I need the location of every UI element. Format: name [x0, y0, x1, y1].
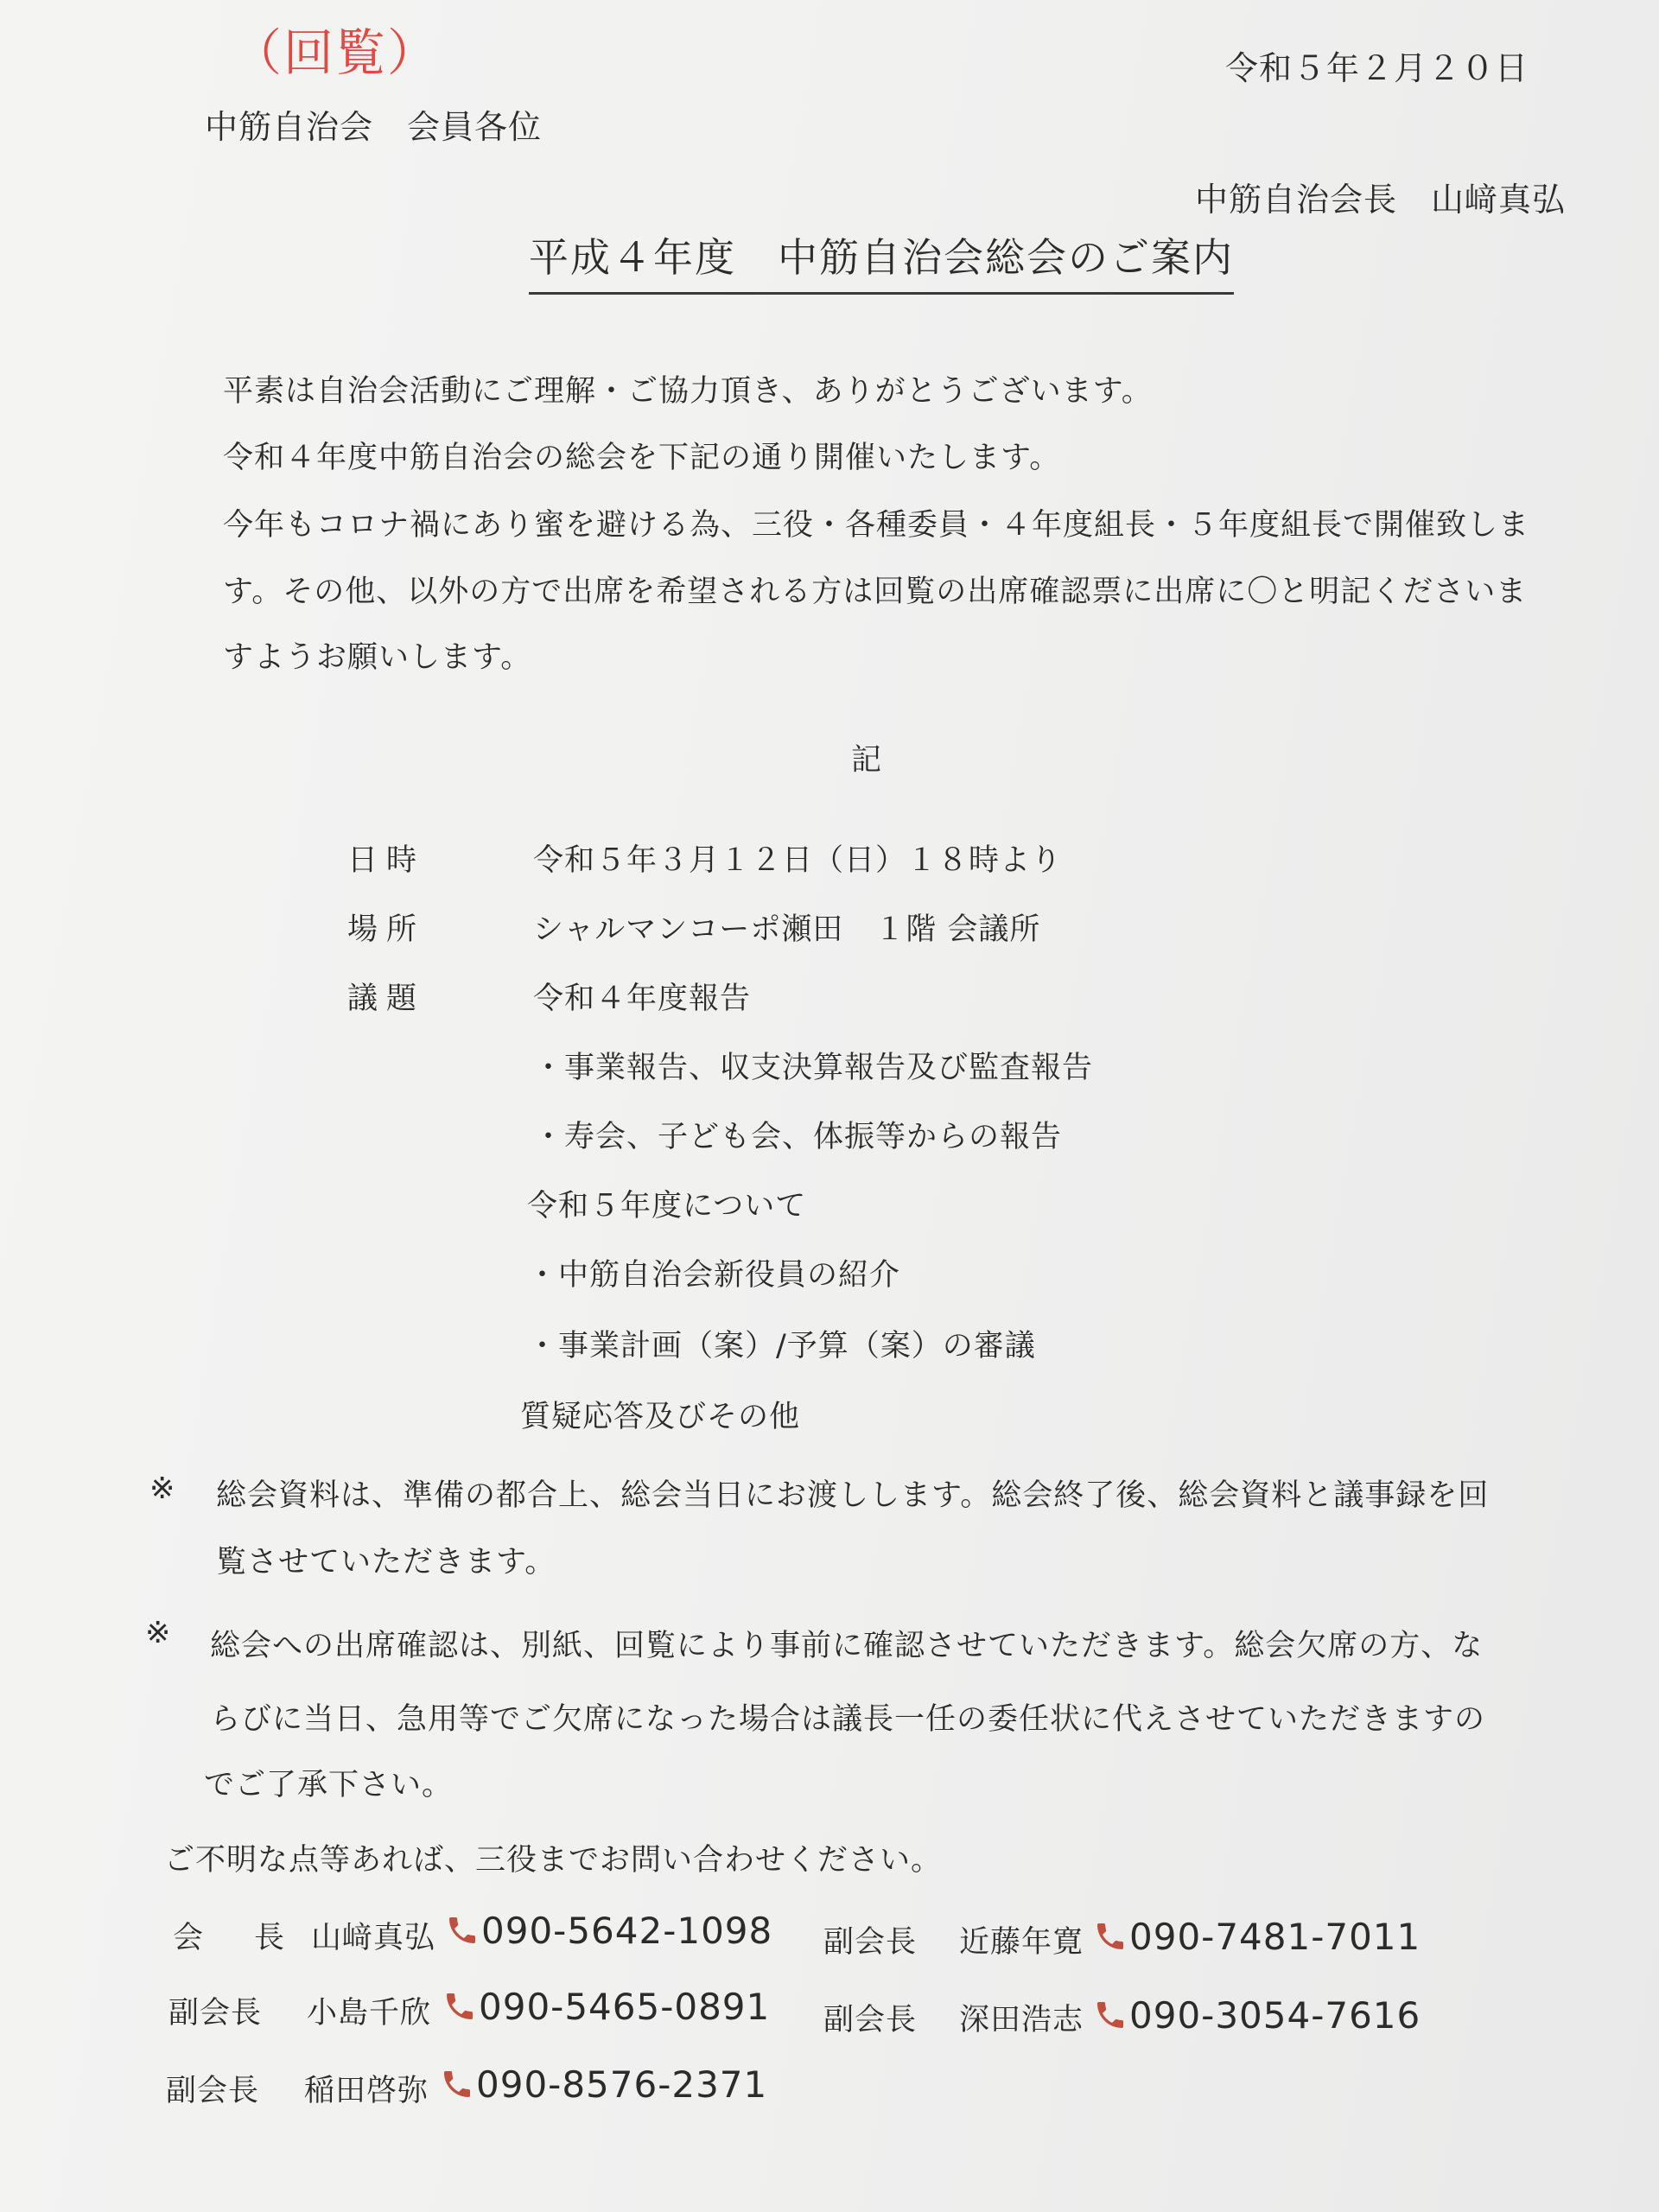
contact-name: 近藤年寛 [959, 1925, 1084, 1960]
contact-phone [443, 1910, 772, 1952]
phone-icon [1093, 1919, 1128, 1954]
agenda-label: 議題 [347, 982, 426, 1016]
contact-name: 山﨑真弘 [311, 1921, 436, 1955]
contact-name: 小島千欣 [307, 1996, 432, 2031]
ki-heading: 記 [851, 743, 883, 778]
note-line: でご了承下さい。 [204, 1768, 454, 1802]
agenda-item: 令和５年度について [527, 1189, 807, 1224]
note-mark: ※ [149, 1471, 176, 1506]
sender: 中筋自治会長 山﨑真弘 [1195, 181, 1567, 219]
agenda-item: ・寿会、子ども会、体振等からの報告 [533, 1120, 1063, 1154]
note-mark: ※ [145, 1616, 172, 1650]
note-line: 総会資料は、準備の都合上、総会当日にお渡しします。総会終了後、総会資料と議事録を回 [216, 1478, 1490, 1513]
inquiry-text: ご不明な点等あれば、三役までお問い合わせください。 [164, 1843, 943, 1878]
note-line: 総会への出席確認は、別紙、回覧により事前に確認させていただきます。総会欠席の方、な [210, 1629, 1484, 1663]
note-line: らびに当日、急用等でご欠席になった場合は議長一任の委任状に代えさせていただきますの [210, 1702, 1486, 1737]
place-value: シャルマンコーポ瀬田 １階 会議所 [533, 912, 1041, 947]
body-line: 令和４年度中筋自治会の総会を下記の通り開催いたします。 [223, 441, 1061, 475]
agenda-item: ・事業報告、収支決算報告及び監査報告 [533, 1051, 1094, 1085]
place-label: 場所 [347, 912, 426, 947]
document-title: 平成４年度 中筋自治会総会のご案内 [529, 226, 1234, 295]
addressee: 中筋自治会 会員各位 [205, 108, 543, 146]
contact-role: 副会長 [823, 1925, 918, 1960]
agenda-item: 令和４年度報告 [533, 982, 752, 1016]
body-line: す。その他、以外の方で出席を希望される方は回覧の出席確認票に出席に〇と明記くださいま [223, 575, 1528, 609]
phone-icon [442, 1989, 477, 2024]
contact-role: 副会長 [168, 1996, 263, 2031]
phone-number: 090-5465-0891 [479, 1986, 771, 2028]
contact-role: 会 長 [173, 1921, 296, 1955]
contact-phone [1091, 1994, 1421, 2037]
datetime-value: 令和５年３月１２日（日）１８時より [533, 843, 1063, 878]
contact-name: 稲田啓弥 [304, 2074, 429, 2108]
phone-number: 090-8576-2371 [476, 2063, 768, 2106]
circulation-mark: （回覧） [232, 23, 440, 82]
agenda-item: ・中筋自治会新役員の紹介 [527, 1258, 901, 1293]
agenda-item: ・事業計画（案）/予算（案）の審議 [527, 1329, 1036, 1363]
phone-icon [440, 2067, 474, 2101]
contact-role: 副会長 [823, 2003, 918, 2037]
contact-phone [438, 2063, 767, 2106]
contact-name: 深田浩志 [959, 2003, 1084, 2037]
note-line: 覧させていただきます。 [216, 1545, 556, 1580]
phone-number: 090-7481-7011 [1129, 1916, 1421, 1958]
body-line: 平素は自治会活動にご理解・ご協力頂き、ありがとうございます。 [223, 374, 1153, 409]
phone-number: 090-3054-7616 [1129, 1994, 1421, 2037]
contact-phone [441, 1986, 770, 2028]
phone-icon [1093, 1998, 1128, 2032]
phone-icon [445, 1913, 480, 1948]
issue-date: 令和５年２月２０日 [1225, 49, 1529, 87]
body-line: すようお願いします。 [223, 640, 532, 675]
contact-phone [1091, 1916, 1421, 1958]
body-line: 今年もコロナ禍にあり蜜を避ける為、三役・各種委員・４年度組長・５年度組長で開催致しま [223, 508, 1530, 543]
agenda-item: 質疑応答及びその他 [520, 1400, 801, 1434]
contact-role: 副会長 [166, 2074, 260, 2108]
phone-number: 090-5642-1098 [481, 1910, 773, 1952]
datetime-label: 日時 [347, 843, 426, 878]
